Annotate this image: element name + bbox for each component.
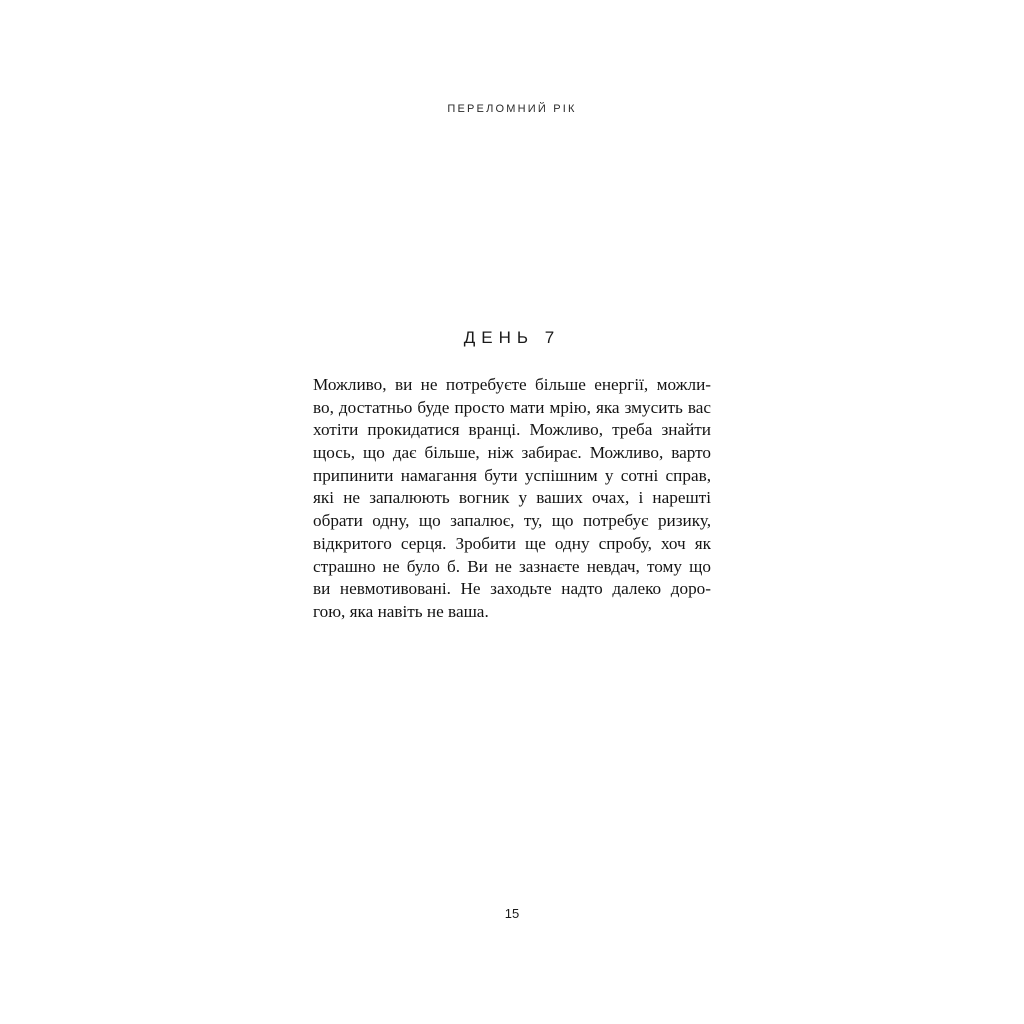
paragraph-line: страшно не було б. Ви не зазнаєте невдач, тому що — [313, 556, 711, 576]
page-number: 15 — [504, 906, 520, 921]
paragraph-line: гою, яка навіть не ваша. — [313, 601, 489, 621]
body-paragraph — [313, 374, 711, 624]
paragraph-line: Можливо, ви не потребуєте більше енергії, можли- — [313, 375, 711, 394]
paragraph-line: ви невмотивовані. Не заходьте надто далеко доро- — [313, 579, 711, 599]
paragraph-line: припинити намагання бути успішним у сотні справ, — [313, 465, 711, 485]
paragraph-line: відкритого серця. Зробити ще одну спробу, хоч як — [313, 533, 711, 553]
paragraph-line: обрати одну, що запалює, ту, що потребує ризику, — [313, 511, 711, 531]
chapter-title: ДЕНЬ 7 — [463, 328, 561, 347]
paragraph-line: во, достатньо буде просто мати мрію, яка змусить вас — [313, 397, 711, 417]
running-head: ПЕРЕЛОМНИЙ РІК — [447, 103, 577, 115]
paragraph-line: які не запалюють вогник у ваших очах, і нарешті — [313, 488, 711, 508]
paragraph-line: щось, що дає більше, ніж забирає. Можливо, варто — [313, 443, 711, 463]
paragraph-line: хотіти прокидатися вранці. Можливо, треба знайти — [313, 420, 711, 440]
